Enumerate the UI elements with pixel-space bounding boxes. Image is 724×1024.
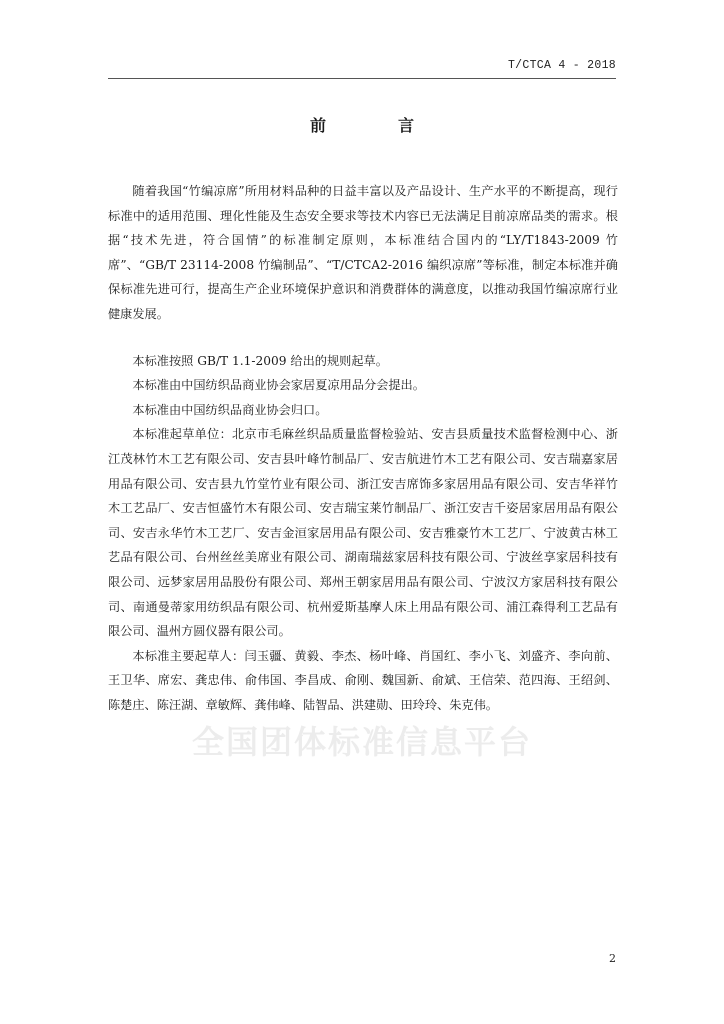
page-number: 2: [609, 952, 616, 965]
watermark: 全国团体标准信息平台: [191, 723, 532, 761]
centralized-paragraph: 本标准由中国纺织品商业协会归口。: [132, 402, 328, 417]
page-title: 前 言: [309, 116, 442, 135]
drafting-units-paragraph: 本标准起草单位：北京市毛麻丝织品质量监督检验站、安吉县质量技术监督检测中心、浙江茂林竹木工艺有限公司、安吉县叶峰竹制品厂、安吉航进竹木工艺有限公司、安吉瑞嘉家居用品有限公司、安吉县九竹堂竹业有限公司、浙江安吉席饰多家居用品有限公司、安吉华祥竹木工艺品厂、安吉恒盛竹木有限公司、安吉瑞宝莱竹制品厂、浙江安吉千姿居家居用品有限公司、安吉永华竹木工艺厂、安吉金洹家居用品有限公司、安吉雅豪竹木工艺厂、宁波黄古林工艺品有限公司、台州丝丝美席业有限公司、湖南瑞兹家居科技有限公司、宁波丝享家居科技有限公司、远梦家居用品股份有限公司、郑州王朝家居用品有限公司、宁波汉方家居科技有限公司、南通曼蒂家用纺织品有限公司、杭州爱斯基摩人床上用品有限公司、浦江森得利工艺品有限公司、温州方圆仪器有限公司。: [108, 427, 618, 639]
proposer-paragraph: 本标准由中国纺织品商业协会家居夏凉用品分会提出。: [132, 378, 425, 393]
intro-paragraph: 随着我国“竹编凉席”所用材料品种的日益丰富以及产品设计、生产水平的不断提高，现行标准中的适用范围、理化性能及生态安全要求等技术内容已无法满足目前凉席品类的需求。根据“技术先进，符合国情”的标准制定原则，本标准结合国内的“LY/T1843-2009 竹席”、“GB/T 23114-2008 竹编制品”、“T/CTCA2-2016 编织凉席”等标准，制定本标准并确保标准先进可行，提高生产企业环境保护意识和消费群体的满意度，以推动我国竹编凉席行业健康发展。: [108, 184, 618, 321]
drafting-rule-paragraph: 本标准按照 GB/T 1.1-2009 给出的规则起草。: [132, 353, 388, 368]
header-divider: [108, 78, 616, 79]
document-code: T/CTCA 4 - 2018: [507, 59, 616, 72]
body-text: [108, 179, 618, 717]
drafters-paragraph: 本标准主要起草人：闫玉疆、黄毅、李杰、杨叶峰、肖国红、李小飞、刘盛齐、李向前、王卫华、席宏、龚忠伟、俞伟国、李昌成、俞刚、魏国新、俞斌、王信荣、范四海、王绍剑、陈楚庄、陈汪湖、章敏辉、龚伟峰、陆智品、洪建勋、田玲玲、朱克伟。: [108, 648, 618, 712]
